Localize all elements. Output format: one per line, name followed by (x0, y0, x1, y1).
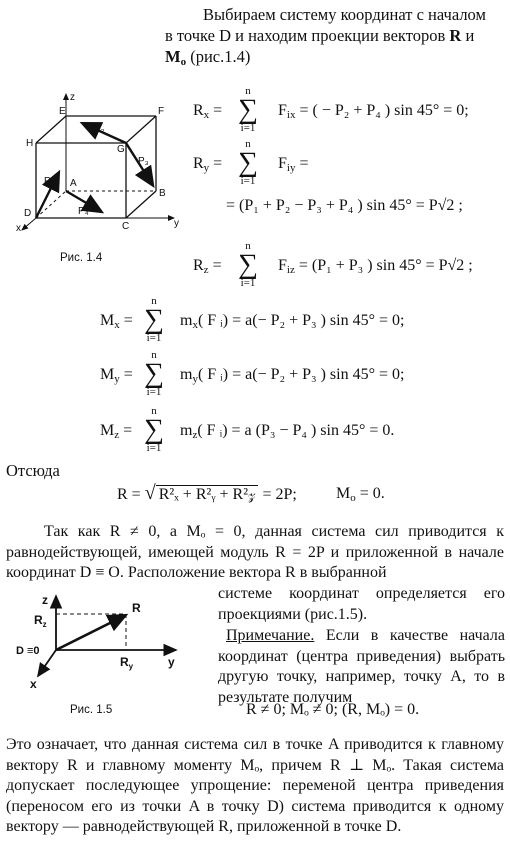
label-E: E (59, 106, 66, 117)
figure-1-5 (14, 590, 204, 700)
label-p1: P₁ (44, 176, 55, 187)
label-F: F (158, 106, 165, 117)
label-p3: P₃ (138, 156, 149, 167)
sum-ry: n ∑ i=1 (238, 138, 258, 187)
sum-mx: n ∑ i=1 (144, 295, 164, 344)
label-p2: P₂ (94, 124, 105, 135)
eq-my-lhs: $M_y$ = (100, 366, 133, 385)
vector-p2 (84, 124, 126, 143)
paragraph-2: Это означает, что данная система сил в точке A приводится к главному вектору R и главному моменту Mₒ, причем R ⊥ Mₒ. Такая система допускает последующее упрощение: переменой центра приведения (переносом его из точки A в точку D) система приводится к одному вектору — равнодействующей R, приложенной в точке D. (6, 736, 504, 835)
vector-r (56, 615, 126, 650)
paragraph-1-cont: системе координат определяется его проекциями (рис.1.5). (218, 585, 505, 623)
label-C: C (122, 221, 130, 232)
eq-result-m: $M_o = 0$. (336, 485, 385, 504)
note-paragraph: Примечание. Если в качестве начала координат (центра приведения) выбрать другую точку, например, точку A, то в результате получим (218, 627, 505, 706)
eq-mz-rhs: $m_z$( F ᵢ) = a (P₃ − P₄ ) sin 45° = 0. (180, 422, 395, 441)
label-A: A (70, 178, 77, 189)
figure-1-4-cube (14, 86, 184, 236)
label-z: z (70, 92, 75, 103)
eq-rz-lhs: $R_z$ = (193, 257, 222, 276)
intro-line-3: $M_o$ (рис.1.4) (165, 47, 251, 68)
sum-mz: n ∑ i=1 (144, 405, 164, 454)
sum-rx: n ∑ i=1 (238, 85, 258, 134)
eq-rx-lhs: $R_x$ = (193, 102, 223, 121)
label-x: x (16, 223, 21, 234)
intro-line-1: Выбираем систему координат с началом (203, 5, 486, 24)
label-p4: P₄ (78, 206, 89, 217)
fig15-label-z: z (42, 593, 48, 607)
sum-rz: n ∑ i=1 (238, 240, 258, 289)
label-B: B (159, 188, 166, 199)
fig15-label-r: R (132, 601, 141, 615)
label-H: H (26, 138, 34, 149)
eq-mx-lhs: $M_x$ = (100, 312, 133, 331)
fig15-label-rz: $R_z$ (34, 613, 47, 629)
eq-rz-rhs: $F_{iz} = (P_1 + P_3$ ) sin 45° = P√2 ; (278, 257, 473, 276)
sum-my: n ∑ i=1 (144, 349, 164, 398)
otsyuda-label: Отсюда (6, 461, 60, 480)
eq-rx-rhs: $F_{ix}$ = ( − P₂ + P₄ ) sin 45° = 0; (278, 102, 469, 121)
eq-ry-line2: = (P₁ + P₂ − P₃ + P₄ ) sin 45° = P√2 ; (226, 197, 463, 214)
eq-result-r: R = √ R²ₓ + R²ᵧ + R²𝓏 = 2P; (117, 482, 297, 504)
figure-1-5-caption: Рис. 1.5 (70, 704, 113, 716)
intro-paragraph (165, 4, 505, 73)
paragraph-1: Так как R ≠ 0, а Mₒ = 0, данная система сил приводится к равнодействующей, имеющей модуль R = 2P и приложенной в начале координат D ≡ O. Расположение вектора R в выбранной (6, 523, 504, 581)
note-label: Примечание. (226, 627, 315, 644)
eq-my-rhs: $m_y$( F ᵢ) = a(− P₂ + P₃ ) sin 45° = 0; (180, 366, 405, 385)
figure-1-4-caption: Рис. 1.4 (60, 252, 103, 264)
fig15-label-y: y (168, 655, 175, 669)
eq-mx-rhs: $m_x$( F ᵢ) = a(− P₂ + P₃ ) sin 45° = 0; (180, 312, 405, 331)
eq-ry-lhs: $R_y$ = (193, 155, 223, 174)
label-y: y (174, 218, 179, 229)
fig15-label-d: D ≡0 (16, 645, 40, 657)
eq-ry-rhs: $F_{iy}$ = (278, 155, 309, 174)
label-G: G (117, 144, 125, 155)
eq-mz-lhs: $M_z$ = (100, 422, 133, 441)
fig15-label-x: x (30, 677, 37, 691)
intro-line-2: в точке D и находим проекции векторов R и (165, 26, 475, 45)
fig15-label-ry: $R_y$ (120, 655, 134, 671)
note-equation: R ≠ 0; Mₒ ≠ 0; (R, Mₒ) = 0. (246, 701, 420, 718)
label-D: D (24, 208, 32, 219)
